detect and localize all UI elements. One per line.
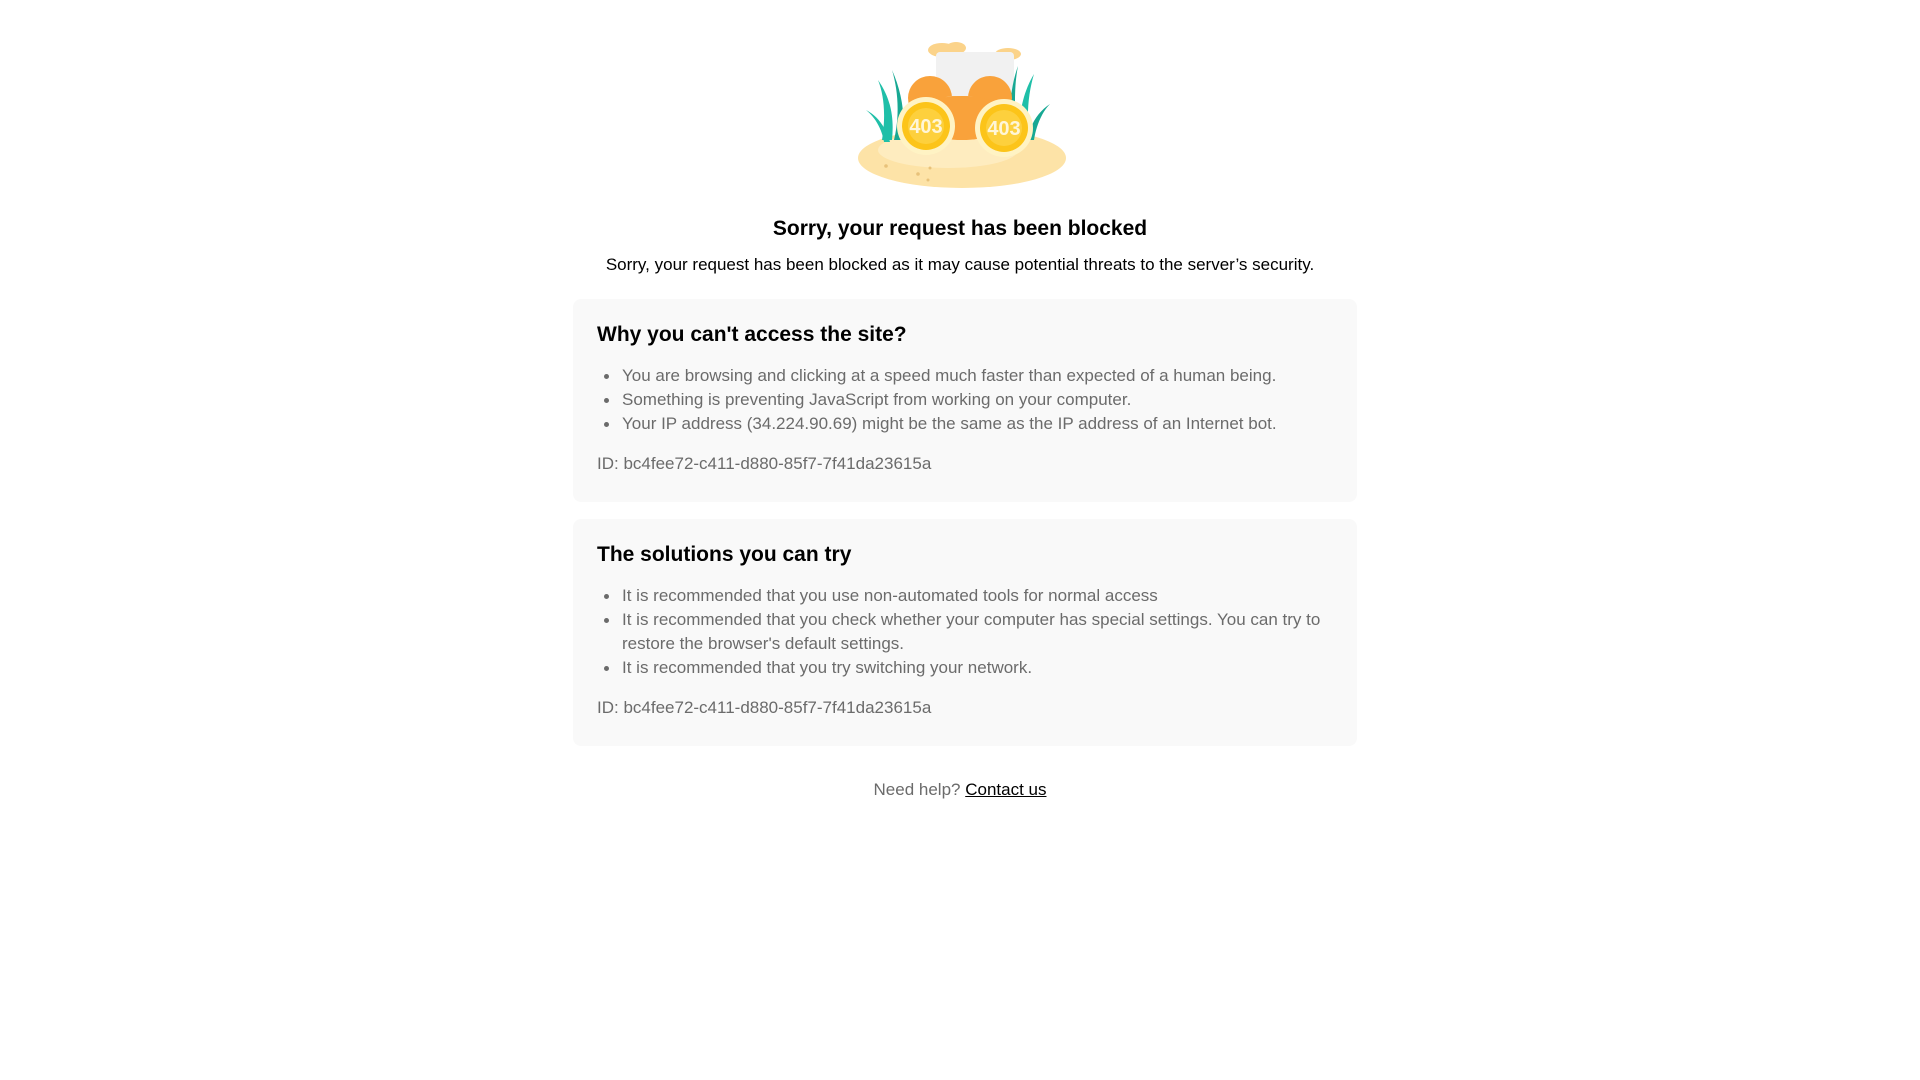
bullet-icon — [604, 666, 609, 671]
bullet-icon — [604, 374, 609, 379]
reasons-heading: Why you can't access the site? — [597, 323, 907, 346]
solutions-card — [573, 519, 1357, 746]
contact-us-link[interactable]: Contact us — [965, 780, 1047, 799]
request-id: ID: bc4fee72-c411-d880-85f7-7f41da23615a — [597, 454, 932, 473]
page-title: Sorry, your request has been blocked — [772, 217, 1148, 240]
list-item — [622, 388, 1333, 412]
list-item — [622, 608, 1333, 656]
list-item — [622, 584, 1333, 608]
list-item — [622, 412, 1333, 436]
bullet-icon — [604, 618, 609, 623]
reason-text: You are browsing and clicking at a speed much faster than expected of a human being. — [622, 366, 1277, 385]
solutions-heading: The solutions you can try — [597, 543, 852, 566]
list-item — [622, 364, 1333, 388]
request-id: ID: bc4fee72-c411-d880-85f7-7f41da23615a — [597, 698, 932, 717]
page-subtitle: Sorry, your request has been blocked as it may cause potential threats to the server’s security. — [605, 255, 1315, 274]
solutions-list — [597, 584, 1333, 680]
help-prompt: Need help? — [873, 780, 961, 799]
reasons-card — [573, 299, 1357, 502]
bullet-icon — [604, 594, 609, 599]
illustration-badge-right: 403 — [987, 118, 1021, 140]
reason-text: Your IP address (34.224.90.69) might be the same as the IP address of an Internet bot. — [622, 414, 1277, 433]
illustration-badge-left: 403 — [909, 116, 943, 138]
bullet-icon — [604, 398, 609, 403]
binoculars-403-illustration — [858, 40, 1066, 188]
help-line — [0, 777, 1920, 803]
solution-text: It is recommended that you check whether your computer has special settings. You can try to restore the browser's default settings. — [622, 610, 1321, 653]
reason-text: Something is preventing JavaScript from working on your computer. — [622, 390, 1132, 409]
list-item — [622, 656, 1333, 680]
solution-text: It is recommended that you use non-automated tools for normal access — [622, 586, 1158, 605]
bullet-icon — [604, 422, 609, 427]
solution-text: It is recommended that you try switching your network. — [622, 658, 1033, 677]
reasons-list — [597, 364, 1333, 436]
